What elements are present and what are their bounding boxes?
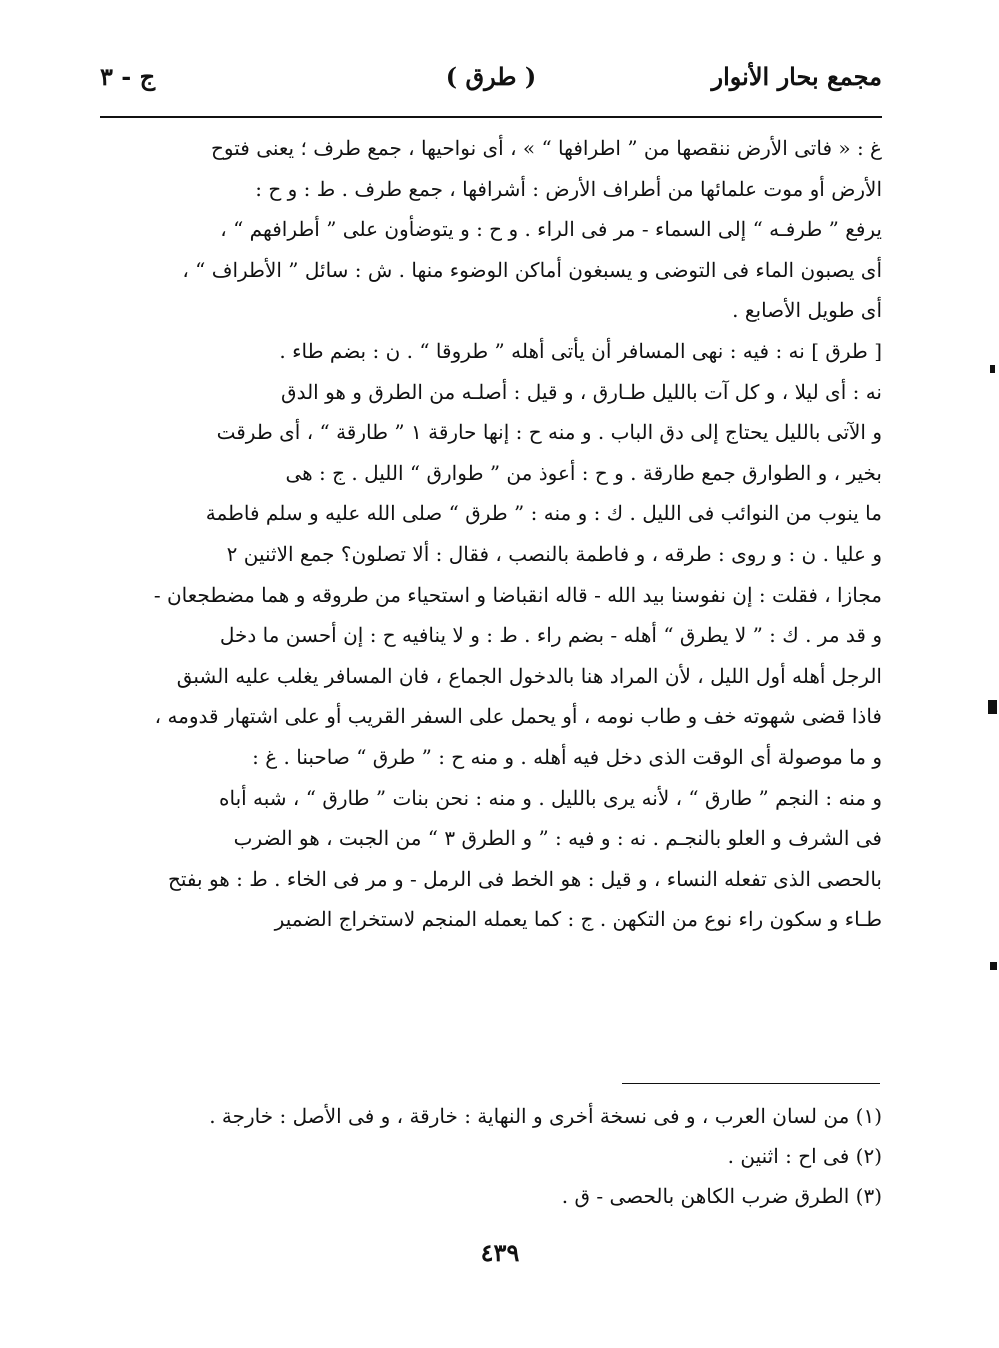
book-title: مجمع بحار الأنوار (711, 62, 882, 91)
text-line: و ما موصولة أى الوقت الذى دخل فيه أهله . و منه ح : ” طرق “ صاحبنا . غ : (252, 744, 882, 769)
text-line: أى يصبون الماء فى التوضى و يسبغون أماكن الوضوء منها . ش : سائل ” الأطراف “ ، (182, 257, 882, 282)
footnote: (٣) الطرق ضرب الكاهن بالحصى - ق . (561, 1184, 882, 1208)
text-line: أى طويل الأصابع . (732, 298, 882, 323)
text-line: يرفع ” طرفـه “ إلى السماء - مر فى الراء . و ح : و يتوضأون على ” أطرافهم “ ، (220, 217, 882, 242)
text-line: غ : « فاتى الأرض ننقصها من ” اطرافها “ » ، أى نواحيها ، جمع طرف ؛ يعنى فتوح (211, 136, 882, 160)
text-line: الرجل أهله أول الليل ، لأن المراد هنا بالدخول الجماع ، فان المسافر يغلب عليه الشبق (176, 663, 882, 688)
footnote-rule (622, 1083, 880, 1084)
footnotes (140, 1096, 882, 1216)
scan-mark (990, 365, 995, 373)
entry-heading: ( طرق ) (445, 62, 537, 91)
scan-mark (988, 700, 997, 714)
text-line: ما ينوب من النوائب فى الليل . ك : و منه : ” طرق “ صلى الله عليه و سلم فاطمة (205, 501, 882, 526)
running-header (100, 58, 882, 102)
text-line: بالحصى الذى تفعله النساء ، و قيل : هو الخط فى الرمل - و مر فى الخاء . ط : هو بفتح (167, 866, 882, 891)
text-line: فاذا قضى شهوته خف و طاب نومه ، أو يحمل على السفر القريب أو على اشتهار قدومه ، (154, 704, 882, 729)
text-line: و منه : النجم ” طارق “ ، لأنه يرى بالليل . و منه : نحن بنات ” طارق “ ، شبه أباه (219, 785, 882, 810)
scan-mark (990, 962, 997, 970)
text-line: طـاء و سكون راء نوع من التكهن . ج : كما يعمله المنجم لاستخراج الضمير (274, 907, 882, 932)
text-line: و عليا . ن : و روى : طرقه ، و فاطمة بالنصب ، فقال : ألا تصلون؟ جمع الاثنين ٢ (226, 541, 882, 566)
footnote: (١) من لسان العرب ، و فى نسخة أخرى و النهاية : خارقة ، و فى الأصل : خارجة . (209, 1104, 882, 1128)
page-number: ٤٣٩ (480, 1238, 520, 1267)
text-line: الأرض أو موت علمائها من أطراف الأرض : أشرافها ، جمع طرف . ط : و ح : (255, 176, 882, 201)
text-line: نه : أى ليلا ، و كل آت بالليل طـارق ، و قيل : أصلـه من الطرق و هو الدق (281, 379, 882, 404)
text-line: و قد مر . ك : ” لا يطرق “ أهله - بضم راء . ط : و لا ينافيه ح : إن أحسن ما دخل (219, 623, 882, 648)
footnote: (٢) فى اح : اثنين . (727, 1144, 882, 1168)
text-line: [ طرق ] نه : فيه : نهى المسافر أن يأتى أهله ” طروقا “ . ن : بضم طاء . (279, 338, 882, 363)
volume-label: ج - ٣ (100, 62, 156, 91)
text-line: و الآتى بالليل يحتاج إلى دق الباب . و منه ح : إنها حارقة ١ ” طارقة “ ، أى طرقت (216, 420, 882, 445)
text-line: بخير ، و الطوارق جمع طارقة . و ح : أعوذ من ” طوارق “ الليل . ج : هى (285, 460, 882, 485)
header-rule (100, 116, 882, 118)
text-line: مجازا ، فقلت : إن نفوسنا بيد الله - قاله انقباضا و استحياء من طروقه و هما مضطجعان - (153, 582, 882, 607)
text-line: فى الشرف و العلو بالنجـم . نه : و فيه : ” و الطرق ٣ “ من الجبت ، هو الضرب (233, 826, 882, 851)
main-text (100, 128, 882, 940)
